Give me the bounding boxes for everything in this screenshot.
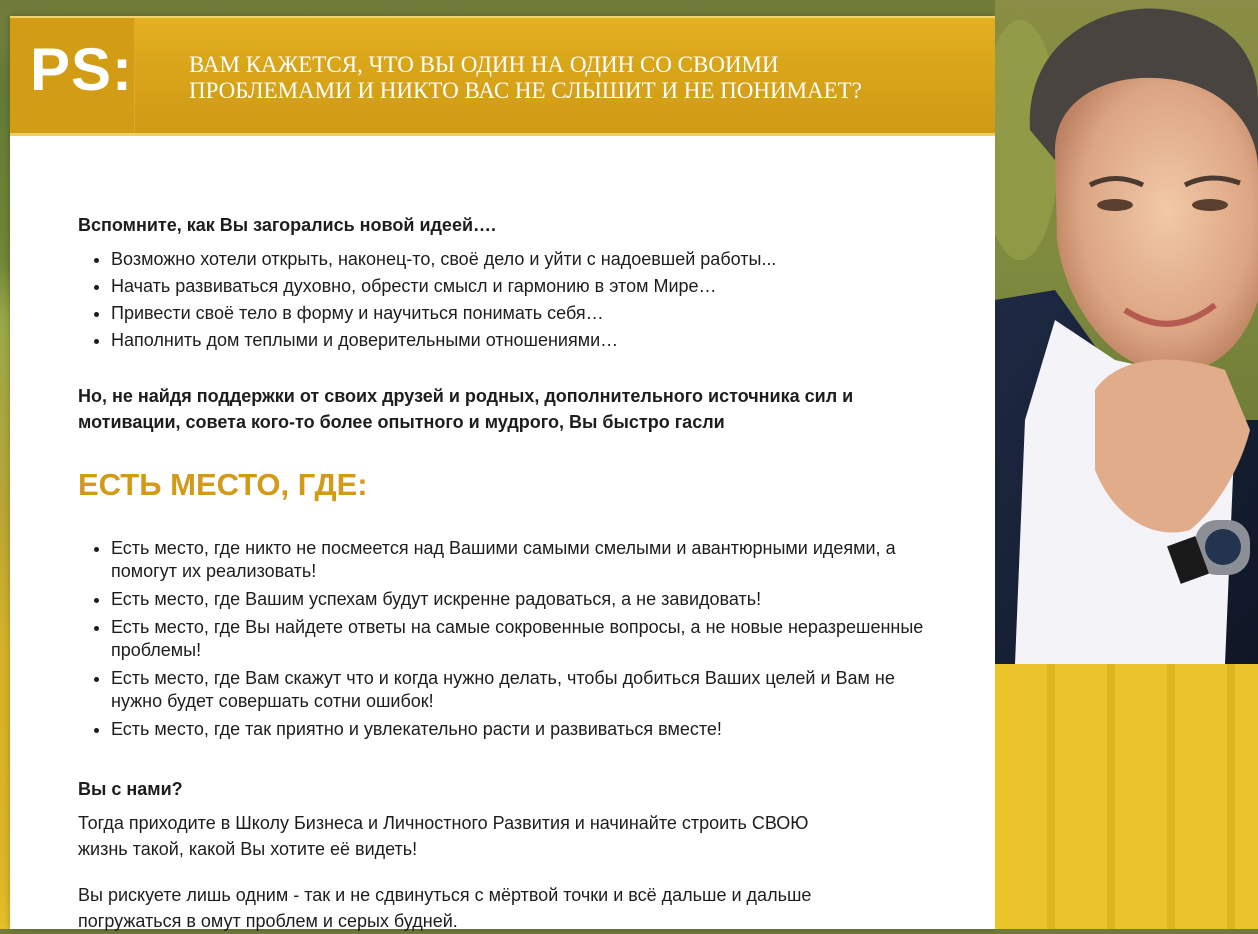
support-line: мотивации, совета кого-то более опытного и мудрого, Вы быстро гасли bbox=[78, 412, 725, 432]
place-list bbox=[78, 537, 968, 741]
list-item: • Возможно хотели открыть, наконец-то, своё дело и уйти с надоевшей работы... bbox=[111, 246, 968, 273]
closing-line: Тогда приходите в Школу Бизнеса и Личностного Развития и начинайте строить СВОЮ bbox=[78, 813, 809, 833]
speaker-photo bbox=[995, 0, 1258, 664]
decorative-gold-strip bbox=[995, 664, 1258, 929]
list-item: • Наполнить дом теплыми и доверительными отношениями… bbox=[111, 327, 968, 354]
closing-paragraph bbox=[78, 882, 968, 934]
header-banner bbox=[10, 16, 995, 136]
closing-paragraph bbox=[78, 810, 968, 862]
header-title-line: ПРОБЛЕМАМИ И НИКТО ВАС НЕ СЛЫШИТ И НЕ ПОНИМАЕТ? bbox=[189, 78, 862, 103]
list-item: • Есть место, где Вам скажут что и когда нужно делать, чтобы добиться Ваших целей и Вам не нужно будет совершать сотни ошибок! bbox=[111, 667, 938, 713]
closing-question: Вы с нами? bbox=[78, 779, 183, 799]
ps-label: PS: bbox=[30, 36, 134, 103]
support-line: Но, не найдя поддержки от своих друзей и родных, дополнительного источника сил и bbox=[78, 386, 854, 406]
ps-badge bbox=[10, 18, 135, 133]
content-panel bbox=[10, 16, 995, 929]
list-item: • Есть место, где Вы найдете ответы на самые сокровенные вопросы, а не новые неразрешенные проблемы! bbox=[111, 616, 938, 662]
list-item: • Начать развиваться духовно, обрести смысл и гармонию в этом Мире… bbox=[111, 273, 968, 300]
intro-heading: Вспомните, как Вы загорались новой идеей…. bbox=[78, 215, 497, 235]
closing-line: жизнь такой, какой Вы хотите её видеть! bbox=[78, 839, 418, 859]
article-body bbox=[78, 212, 968, 934]
header-title-line: ВАМ КАЖЕТСЯ, ЧТО ВЫ ОДИН НА ОДИН СО СВОИМИ bbox=[189, 52, 779, 77]
list-item: • Привести своё тело в форму и научиться понимать себя… bbox=[111, 300, 968, 327]
intro-list bbox=[78, 246, 968, 354]
section-title: ЕСТЬ МЕСТО, ГДЕ: bbox=[78, 467, 368, 502]
list-item: • Есть место, где никто не посмеется над Вашими самыми смелыми и авантюрными идеями, а помогут их реализовать! bbox=[111, 537, 938, 583]
list-item: • Есть место, где так приятно и увлекательно расти и развиваться вместе! bbox=[111, 718, 938, 741]
support-text bbox=[78, 383, 968, 435]
closing-line: Вы рискуете лишь одним - так и не сдвинуться с мёртвой точки и всё дальше и дальше bbox=[78, 885, 812, 905]
list-item: • Есть место, где Вашим успехам будут искренне радоваться, а не завидовать! bbox=[111, 588, 938, 611]
closing-line: погружаться в омут проблем и серых будней. bbox=[78, 911, 458, 931]
header-title bbox=[189, 52, 949, 104]
